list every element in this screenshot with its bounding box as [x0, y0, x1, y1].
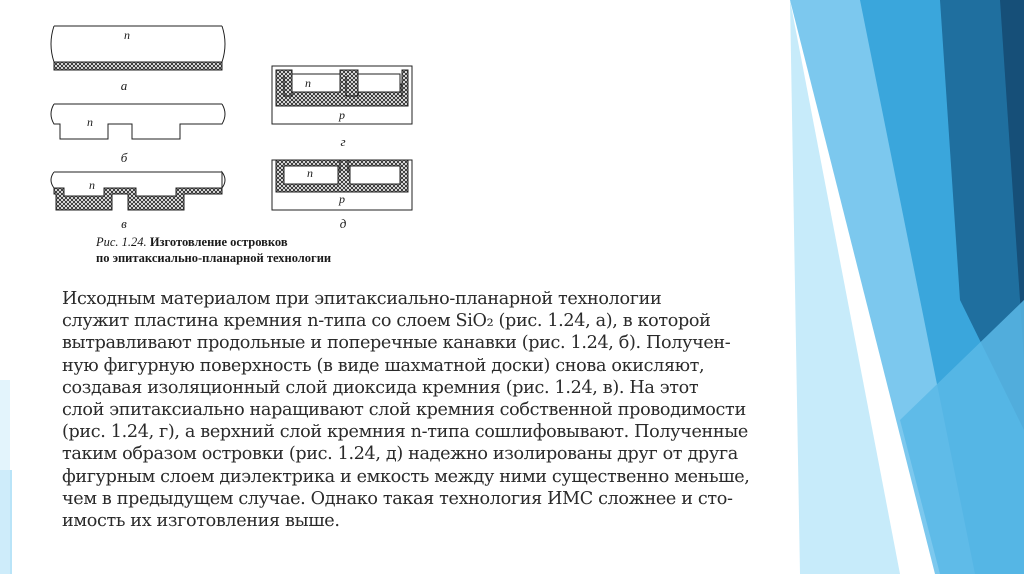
- figure-a: [51, 26, 225, 70]
- body-line: вытравливают продольные и поперечные канавки (рис. 1.24, б). Получен-: [62, 333, 731, 354]
- caption-number: Рис. 1.24.: [96, 235, 147, 249]
- subfigure-label-v: в: [121, 216, 127, 231]
- body-line: фигурным слоем диэлектрика и емкость между ними существенно меньше,: [62, 466, 750, 487]
- body-line: слой эпитаксиально наращивают слой кремния собственной проводимости: [62, 400, 746, 421]
- fabrication-figure: [40, 24, 440, 244]
- body-line: создавая изоляционный слой диоксида кремния (рис. 1.24, в). На этот: [62, 377, 699, 398]
- subfigure-label-b: б: [120, 150, 128, 165]
- layer-label-n-v: n: [89, 178, 95, 192]
- layer-label-p-d: p: [339, 192, 345, 206]
- body-line: чем в предыдущем случае. Однако такая технология ИМС сложнее и сто-: [62, 488, 733, 509]
- body-line: служит пластина кремния n-типа со слоем SiO₂ (рис. 1.24, а), в которой: [62, 311, 711, 332]
- figure-b: [51, 104, 225, 139]
- body-line: ную фигурную поверхность (в виде шахматной доски) снова окисляют,: [62, 355, 705, 376]
- body-line: Исходным материалом при эпитаксиально-планарной технологии: [62, 289, 662, 309]
- subfigure-label-a: а: [120, 78, 128, 93]
- caption-line-2: по эпитаксиально-планарной технологии: [96, 251, 332, 265]
- body-line: (рис. 1.24, г), а верхний слой кремния n-типа сошлифовывают. Полученные: [62, 422, 748, 443]
- body-line: таким образом островки (рис. 1.24, д) надежно изолированы друг от друга: [62, 444, 738, 465]
- layer-label-n-d: n: [307, 166, 313, 180]
- layer-label-n-b: n: [87, 115, 93, 129]
- layer-label-p-g: p: [339, 108, 345, 122]
- subfigure-label-g: г: [340, 134, 346, 149]
- figure-v: [51, 172, 225, 210]
- caption-line-1: Изготовление островков: [149, 235, 288, 249]
- facet-left-edge: [0, 380, 10, 574]
- layer-label-n-a: n: [124, 28, 130, 42]
- layer-label-n-g: n: [305, 76, 311, 90]
- body-paragraph: [62, 288, 762, 532]
- subfigure-label-d: д: [339, 216, 347, 231]
- figure-caption: [96, 234, 426, 266]
- body-line: имость их изготовления выше.: [62, 511, 340, 532]
